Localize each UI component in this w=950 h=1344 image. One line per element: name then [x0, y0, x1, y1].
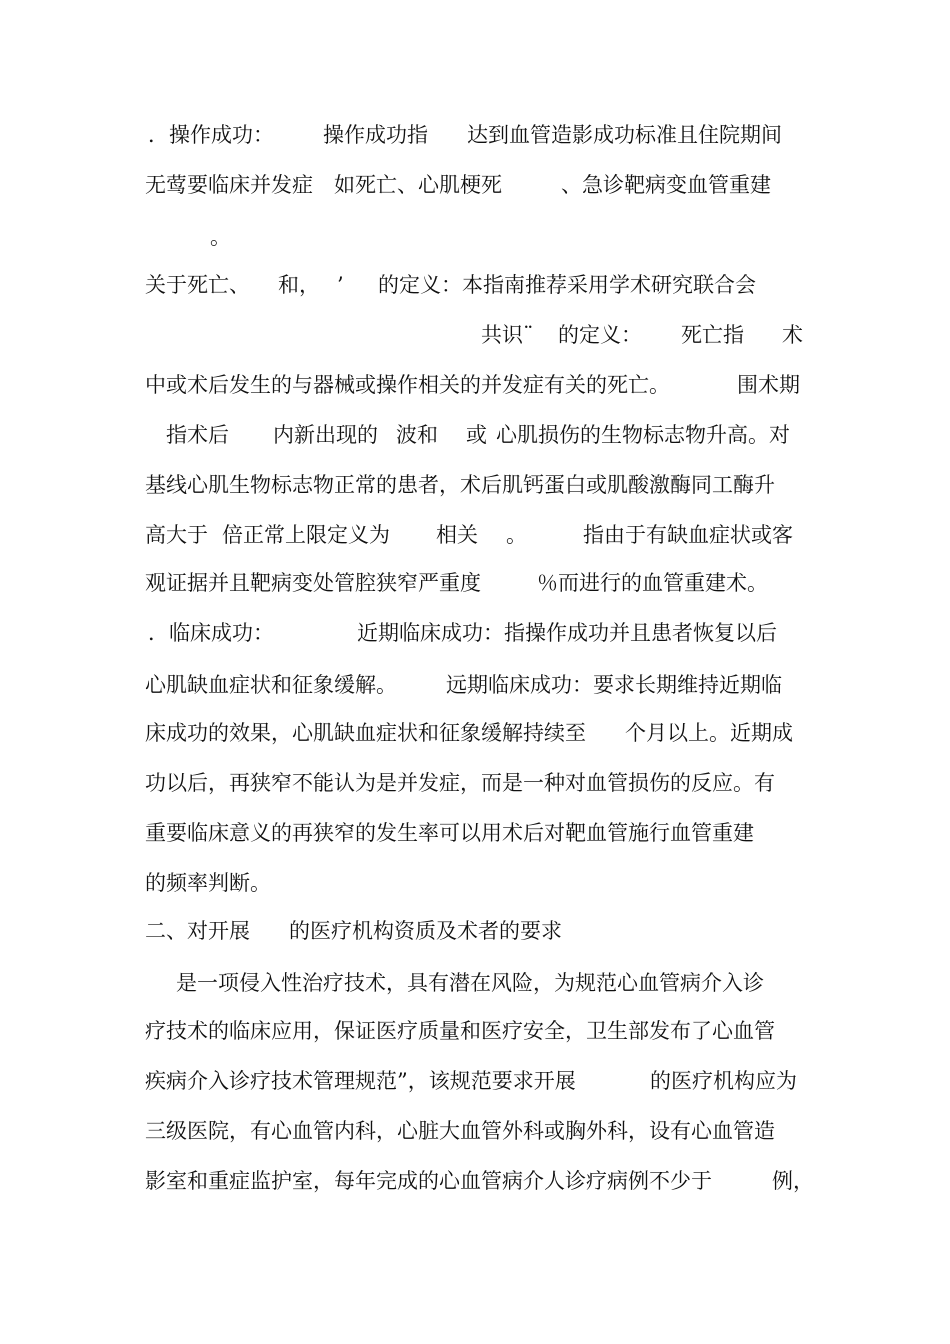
text-line [0, 118, 950, 152]
text-segment: 心肌缺血症状和征象缓解。 [145, 673, 397, 697]
text-segment: 观证据并且靶病变处管腔狭窄严重度 [145, 571, 481, 595]
text-segment: 床成功的效果，心肌缺血症状和征象缓解持续至 [145, 721, 586, 745]
text-line [0, 1164, 950, 1198]
text-segment: 心肌损伤的生物标志物升高。对 [496, 423, 790, 447]
text-line [0, 318, 950, 352]
text-segment: 的定义：本指南推荐采用学术研究联合会 [378, 273, 756, 297]
text-segment: 的医疗机构应为 [650, 1069, 797, 1093]
text-segment: 指由于有缺血症状或客 [583, 523, 793, 547]
text-segment: 的医疗机构资质及术者的要求 [289, 919, 562, 943]
text-segment: 例， [772, 1169, 814, 1193]
text-segment: 二、对开展 [145, 919, 250, 943]
text-segment: 三级医院，有心血管内科，心脏大血管外科或胸外科，设有心血管造 [145, 1119, 775, 1143]
text-segment: 内新出现的 [273, 423, 378, 447]
text-segment: 高大于 [145, 523, 208, 547]
text-segment: 功以后，再狭窄不能认为是并发症，而是一种对血管损伤的反应。有 [145, 771, 775, 795]
text-segment: 。 [210, 225, 231, 249]
text-line [0, 716, 950, 750]
text-segment: 如死亡、心肌梗死 [334, 173, 502, 197]
text-segment: ’ [337, 273, 344, 297]
text-line [0, 418, 950, 452]
text-line [0, 766, 950, 800]
text-segment: 近期临床成功：指操作成功并且患者恢复以后 [357, 621, 777, 645]
text-segment: 重要临床意义的再狭窄的发生率可以用术后对靶血管施行血管重建 [145, 821, 754, 845]
text-segment: 操作成功指 [323, 123, 428, 147]
text-segment: 疾病介入诊疗技术管理规范”，该规范要求开展 [145, 1069, 576, 1093]
text-line [0, 1014, 950, 1048]
text-segment: 的定义： [558, 323, 642, 347]
section-heading [0, 914, 950, 948]
text-segment: 影室和重症监护室，每年完成的心血管病介人诊疗病例不少于 [145, 1169, 712, 1193]
text-segment: 是一项侵入性治疗技术，具有潜在风险，为规范心血管病介入诊 [176, 971, 764, 995]
text-line [0, 816, 950, 850]
text-segment: ．临床成功： [148, 621, 274, 645]
text-line [0, 368, 950, 402]
text-line [0, 966, 950, 1000]
text-segment: ％而进行的血管重建术。 [537, 571, 768, 595]
text-segment: 关于死亡、 [145, 273, 250, 297]
text-line [0, 168, 950, 202]
text-line [0, 468, 950, 502]
text-segment: 死亡指 [681, 323, 744, 347]
text-segment: 达到血管造影成功标准且住院期间 [467, 123, 782, 147]
text-segment: ．操作成功： [148, 123, 274, 147]
text-line [0, 518, 950, 552]
text-line [0, 1064, 950, 1098]
text-segment: 和， [278, 273, 320, 297]
text-segment: 个月以上。近期成 [625, 721, 793, 745]
text-segment: 术 [782, 323, 803, 347]
text-segment: 。 [506, 523, 527, 547]
text-line [0, 1114, 950, 1148]
text-segment: 指术后 [166, 423, 229, 447]
text-line [0, 616, 950, 650]
text-segment: 共识¨ [481, 323, 534, 347]
text-line [0, 566, 950, 600]
text-segment: 无莺要临床并发症 [145, 173, 313, 197]
text-segment: 远期临床成功：要求长期维持近期临 [446, 673, 782, 697]
text-line [0, 668, 950, 702]
text-line [0, 268, 950, 302]
text-segment: 、急诊靶病变血管重建 [561, 173, 771, 197]
text-segment: 波和 [396, 423, 438, 447]
text-segment: 的频率判断。 [145, 871, 271, 895]
text-segment: 中或术后发生的与器械或操作相关的并发症有关的死亡。 [145, 373, 670, 397]
text-segment: 或 [466, 423, 487, 447]
text-segment: 倍正常上限定义为 [222, 523, 390, 547]
text-segment: 基线心肌生物标志物正常的患者，术后肌钙蛋白或肌酸激酶同工酶升 [145, 473, 775, 497]
text-segment: 疗技术的临床应用，保证医疗质量和医疗安全，卫生部发布了心血管 [145, 1019, 775, 1043]
text-segment: 相关 [436, 523, 478, 547]
text-segment: 围术期 [737, 373, 800, 397]
text-line [0, 866, 950, 900]
text-line [0, 220, 950, 254]
